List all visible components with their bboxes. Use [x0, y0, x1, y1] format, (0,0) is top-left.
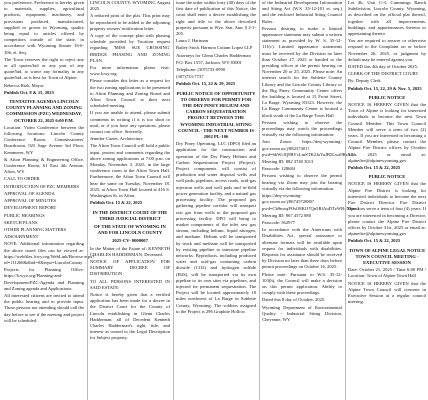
notice-paragraph: Jennifer Cazier, Architecture: [90, 136, 143, 142]
column-divider: [87, 0, 88, 400]
notice-paragraph: (307)733-7737: [176, 74, 204, 80]
notice-paragraph: https://deq-wyoming-gov.zoom.us/j/8674572880?pwd=Cb9mxqPOsO8KO7Qn5RfAuDTzWB4Nqm.1: [262, 193, 360, 211]
notice-paragraph: APPROVAL OF AGENDA: [4, 190, 55, 196]
notice-paragraph: A reduced print of the plat. This print may be reproduced to be added to the adjoining property owners' notification letter.: [90, 13, 170, 31]
notice-paragraph: DATED this 4th day of October 2025.: [348, 64, 419, 70]
notice-paragraph: & Afton Planning & Engineering Office, Conference Room, 61 East 4th Avenue, Afton, WY: [4, 156, 84, 175]
notice-paragraph: SKETCH PLANS: [4, 219, 38, 225]
notice-paragraph: Join Zoom: https://deq-wyoming-gov.zoom.us/j/88237401?pwd=6bWclQ9BVcLmSTK2JaYuJB5Lwa9RtA.1: [262, 139, 354, 157]
notice-paragraph: Bailey Stock Harmon Cottam Lopez LLP: [176, 45, 253, 51]
notice-paragraph: APPROVAL OF MINUTES: [4, 198, 57, 204]
notice-paragraph: PUBLIC HEARINGS: [4, 212, 45, 218]
notice-paragraph: In the Matter of the Estate of: KENNETH CHARLES HADDERMAN, Deceased.: [90, 245, 170, 257]
notice-paragraph: of the Industrial Development Information and Siting Act (W.S. 35-12-101 et. seq.) and the enclosed Industrial Siting Council Rules.: [262, 0, 342, 24]
notice-paragraph: Meeting ID: 867 4572 880: [262, 212, 311, 218]
notice-paragraph: NOTICE IS HEREBY GIVEN that the Alpine Town Council will convene in Executive Session at a regular council meeting.: [348, 280, 426, 305]
column-divider: [345, 0, 346, 400]
column-3: [176, 0, 256, 400]
notice-paragraph: Telephone: (307)733-0990: [176, 67, 226, 73]
notice-paragraph: Passcode: 562977: [262, 219, 296, 225]
notice-heading: IN THE DISTRICT COURT OF THE THIRD JUDICIAL DISTRICT: [92, 209, 168, 221]
publish-dates: Publish Oct. 15 & 22, 2025: [348, 238, 401, 244]
notice-paragraph: Attorneys for Glenn Charles Hadderman: [176, 52, 251, 58]
notice-heading: TOWN OF ALPINE LEGAL NOTICE TOWN COUNCIL MEETING - EXECUTIVE SESSION: [348, 247, 426, 265]
notice-paragraph: The Afton Town Council will hold a public input, protest and comments regarding the above zoning applications at 7:00 p.m. on Monday, November 3, 2025, in the large conference room at the Afton Town Hall. Furthermore, the Afton Town Council will hear the same on Tuesday, November 18, 2025, at Afton Town Hall located at 416 S. Washington St. in Afton.: [90, 143, 170, 199]
publish-dates: Publish Oct. 8 & 15, 2025: [4, 89, 54, 95]
notice-paragraph: NOTICE OF APPLICATION FOR SUMMARY DECREE OF DISTRIBUTION: [90, 258, 170, 277]
notice-paragraph: TO ALL PERSONS INTERESTED IN SAID ESTATE:: [90, 278, 170, 290]
notice-paragraph: For more information please visit: www.lcwy.org: [90, 65, 170, 77]
column-divider: [259, 0, 260, 400]
notice-paragraph: CALL TO ORDER: [4, 176, 40, 182]
notice-paragraph: Persons desiring to make a limited appearance statement may submit a written statement as provided by W. S. 35-12-111(c). Limited appearance statements must be received by the Division no later than October 27, 2025 or handed to the presiding officer at the permit hearing on November 20 or 25, 2025. Please note: An internet search for the Sublette County Library and the Lincoln County Library or the Big Piney Community Center offers the building is located at 15 Front Street, La Barge, Wyoming 83123. However, the La Barge Community Center is located a block south of the La Barge Town Hall.: [262, 25, 342, 118]
column-2: [90, 0, 170, 400]
notice-paragraph: Notice is hereby given that a verified application has been made for a decree in the District Court for the County of Lincoln establishing in Glenn Charles Hadderman, all of Decedent Kenneth Charles Hadderman's right, title, and interest as owned to the Legal Description for Subject property.: [90, 291, 170, 341]
notice-heading: TENTATIVE AGENDA LINCOLN COUNTY PLANNING AND ZONING COMMISSION (PZC) WEDNESDAY, OCTOBER 22, 2025 6:00 P.M.: [5, 99, 82, 123]
notice-paragraph: issue the order within forty (40) days of the first date of publication of this Notice, the court shall enter a decree establishing the right and title to the above described property pursuant to Wyo. Stat. Ann. § 2-1-205.: [176, 0, 256, 37]
column-4: [262, 0, 360, 400]
notice-paragraph: Location: Video Conference between the following locations: Lincoln County Conference Room, Commissioners' Boardroom, 925 Sage Avenue 3rd Floor, Kemmerer, WY: [4, 124, 84, 155]
notice-paragraph: Rebecca Rizk, Mayor: [4, 82, 44, 88]
notice-paragraph: Please note: Pursuant to W.S. 35-12-103(h), the Council will make a decision on this permit application. Ability to comply with these proceedings.: [262, 271, 342, 296]
notice-paragraph: LINCOLN COUNTY, WYOMING August 2025.: [90, 0, 170, 12]
notice-heading: OF THE STATE OF WYOMING IN AND FOR LINCOLN COUNTY: [94, 223, 166, 236]
notice-heading: PUBLIC NOTICE: [368, 174, 406, 180]
notice-paragraph: The Town reserves the right to reject any or all quotes/bid or any part of any quote/bid, to waive any formality in any quote/bid, as is best for Town of Alpine.: [4, 56, 84, 81]
notice-paragraph: Date: October 21, 2025 / Time 6:00 PM / Location: Town of Alpine Town Hall: [348, 267, 426, 279]
notice-paragraph: Dry Piney Operating, LLC (DPO) filed an application for the construction and operation of the Dry Piney Helium and Carbon Sequestration Project (Project). Project components will consist of production and water disposal wells and well pads, pipelines, access roads, acid-gas injection wells and well pads and in-field power generation facility, and a natural gas processing facility. The proposed gas gathering pipeline corridor will transport raw gas from wells to the proposed gas processing facility. DPO will bring to market components of the inlet raw gas stream, including helium, liquid nitrogen, and methane. Helium will be transported by truck and methane will be transported by existing pipeline to interstate pipeline networks. Byproducts, including produced water and acid-gas containing carbon dioxide (CO2) and hydrogen sulfide (H2S), will be transported via its own pipeline to its own sites via pipelines, and injected for permanent sequestration. The Project will be located approximately 18 miles northwest of La Barge in Sublette County, Wyoming. The soldiers assigned to the Project is 296 Graphite Hollow.: [176, 141, 256, 314]
notice-paragraph: Please consider this letter as a request for the two zoning applications to be presented to Afton Planning and Zoning Board and Afton Town Council at their next scheduled meeting.: [90, 78, 170, 109]
notice-paragraph: you preference. Preference is hereby given to materials, supplies, agricultural products, equipment, machinery, and provisions produced, manufactured, supplied or grown in Wyoming, quality being equal to articles offered by competitors outside of the state, in accordance with Wyoming Statute 16-6-106, et. Seq.: [4, 0, 84, 55]
notice-paragraph: Projects for Planning Office: https://lcwyo.org/Planning-and-Development/PZC-Agenda and Planning and Zoning agenda and Applications.: [4, 267, 84, 291]
notice-paragraph: NOTICE IS HEREBY GIVEN that the Alpine Fire District is looking for interested individuals to become the next Fire District Director. Fire District Directors serve a term of four (4) years. If you are interested in becoming a Director, please contact the Alpine Fire District offices by October 31st, 2025 or email at: alpinefire@alpinewyoming.gov: [348, 181, 426, 237]
publish-dates: Publish Oct. 15 & 22, 2025: [90, 200, 143, 206]
notice-paragraph: CLERK OF THE DISTRICT COURT: [348, 71, 419, 77]
notice-paragraph: You are required to answer or otherwise respond to the Complaint on or before November 26, 2025, or judgment by default may be entered against you.: [348, 38, 426, 62]
notice-paragraph: Meeting ID: 882 3740 3013: [262, 159, 314, 165]
notice-paragraph: INTRODUCTION OF PZC MEMBERS: [4, 183, 79, 189]
notice-paragraph: A copy of the concept plan with phasing schedule provided by Vacation request regarding 'MISS SUE CROSSING' BRIDGE PHASING AND ZONING PLAN.: [90, 33, 170, 63]
notice-paragraph: Dated this 8 day of October, 2025.: [262, 297, 326, 303]
notice-paragraph: DEVELOPMENT REPORT: [4, 205, 57, 211]
publish-dates: Publish Oct. 15, 22, 29 & Nov. 5, 2025: [348, 85, 422, 91]
notice-paragraph: Laura J. Hartman: [176, 38, 209, 44]
notice-heading: PUBLIC NOTICE: [368, 94, 406, 100]
notice-paragraph: Wyoming Department of Environmental Quality - Industrial Siting Division, Cheyenne, WY: [262, 304, 342, 322]
notice-paragraph: If you are unable to attend, please submit comments in writing if it is too short to mail, or if you have any questions, please contact our office. Sincerely,: [90, 110, 170, 135]
notice-heading: 2025-CV- 0000007: [112, 238, 148, 244]
notice-paragraph: NOTE: Additional information regarding the above noted files can be viewed at: https://webfiles.lcwy.org/WebLink/Browse.aspx?id=111268&dbid=0&repo=LincolnCounty: [4, 241, 95, 265]
notice-paragraph: Passcode: 128684: [262, 166, 296, 172]
notice-paragraph: Persons wishing to observe the proceedings may watch the proceedings virtually via the following information:: [262, 119, 342, 138]
publish-dates: Publish Oct. 15, 22 & 29, 2025: [176, 81, 236, 87]
column-1: [4, 0, 95, 400]
notice-paragraph: OTHER PLANNING MATTERS: [4, 226, 67, 232]
notice-paragraph: P.O. Box 1557, Jackson, WY 83001: [176, 59, 242, 65]
notice-paragraph: NOTICE IS HEREBY GIVEN that the Town of Alpine is looking for interested individuals to become the next Town Council Member. This Town Council Member will serve a term of two (2) years. If you are interested in becoming a Council Member, please contact the Alpine Fire District offices by October 24th, 2025 or email at: alpinefire@alpinewyoming.gov: [348, 102, 426, 163]
column-divider: [173, 0, 174, 400]
notice-paragraph: ADJOURNMENT: [4, 234, 39, 240]
notice-paragraph: Persons wishing to observe the permit hearing via Zoom may join the hearing virtually via the following information.: [262, 173, 342, 191]
column-5: [348, 0, 426, 400]
publish-dates: Publish Oct. 15 & 22, 2025: [348, 165, 401, 171]
notice-paragraph: In accordance with the Americans with Disabilities Act, special assistance or alternate formats will be available upon request for individuals with disabilities. Requests for assistance should be received by Division no later than three days before permit proceedings on October 16, 2025.: [262, 227, 342, 270]
notice-paragraph: By: Deputy Clerk: [348, 78, 381, 84]
notice-heading: PUBLIC NOTICE OF OPPORTUNITY TO OBSERVE FOR PERMIT FOR THE DRY PINEY HELIUM AND CARBON SEQUESTRATION PROJECT BETWEEN THE WYOMING INDUSTRIAL SITING COUNCIL - THE NEXT NUMBER IS 2002 PL-106: [176, 90, 256, 140]
notice-paragraph: All interested citizens are invited to attend the public hearing and to provide input. Those persons not attending should call the day before to see if the meeting and project will be scheduled.: [4, 292, 84, 323]
notice-paragraph: Lot 4b, Unit C-3, Cummings Ranch Subdivision, Lincoln County, Wyoming, as described on the official plat thereof, together with all improvements, buildings, and appurtenances thereon or appertaining thereto.: [348, 0, 426, 37]
